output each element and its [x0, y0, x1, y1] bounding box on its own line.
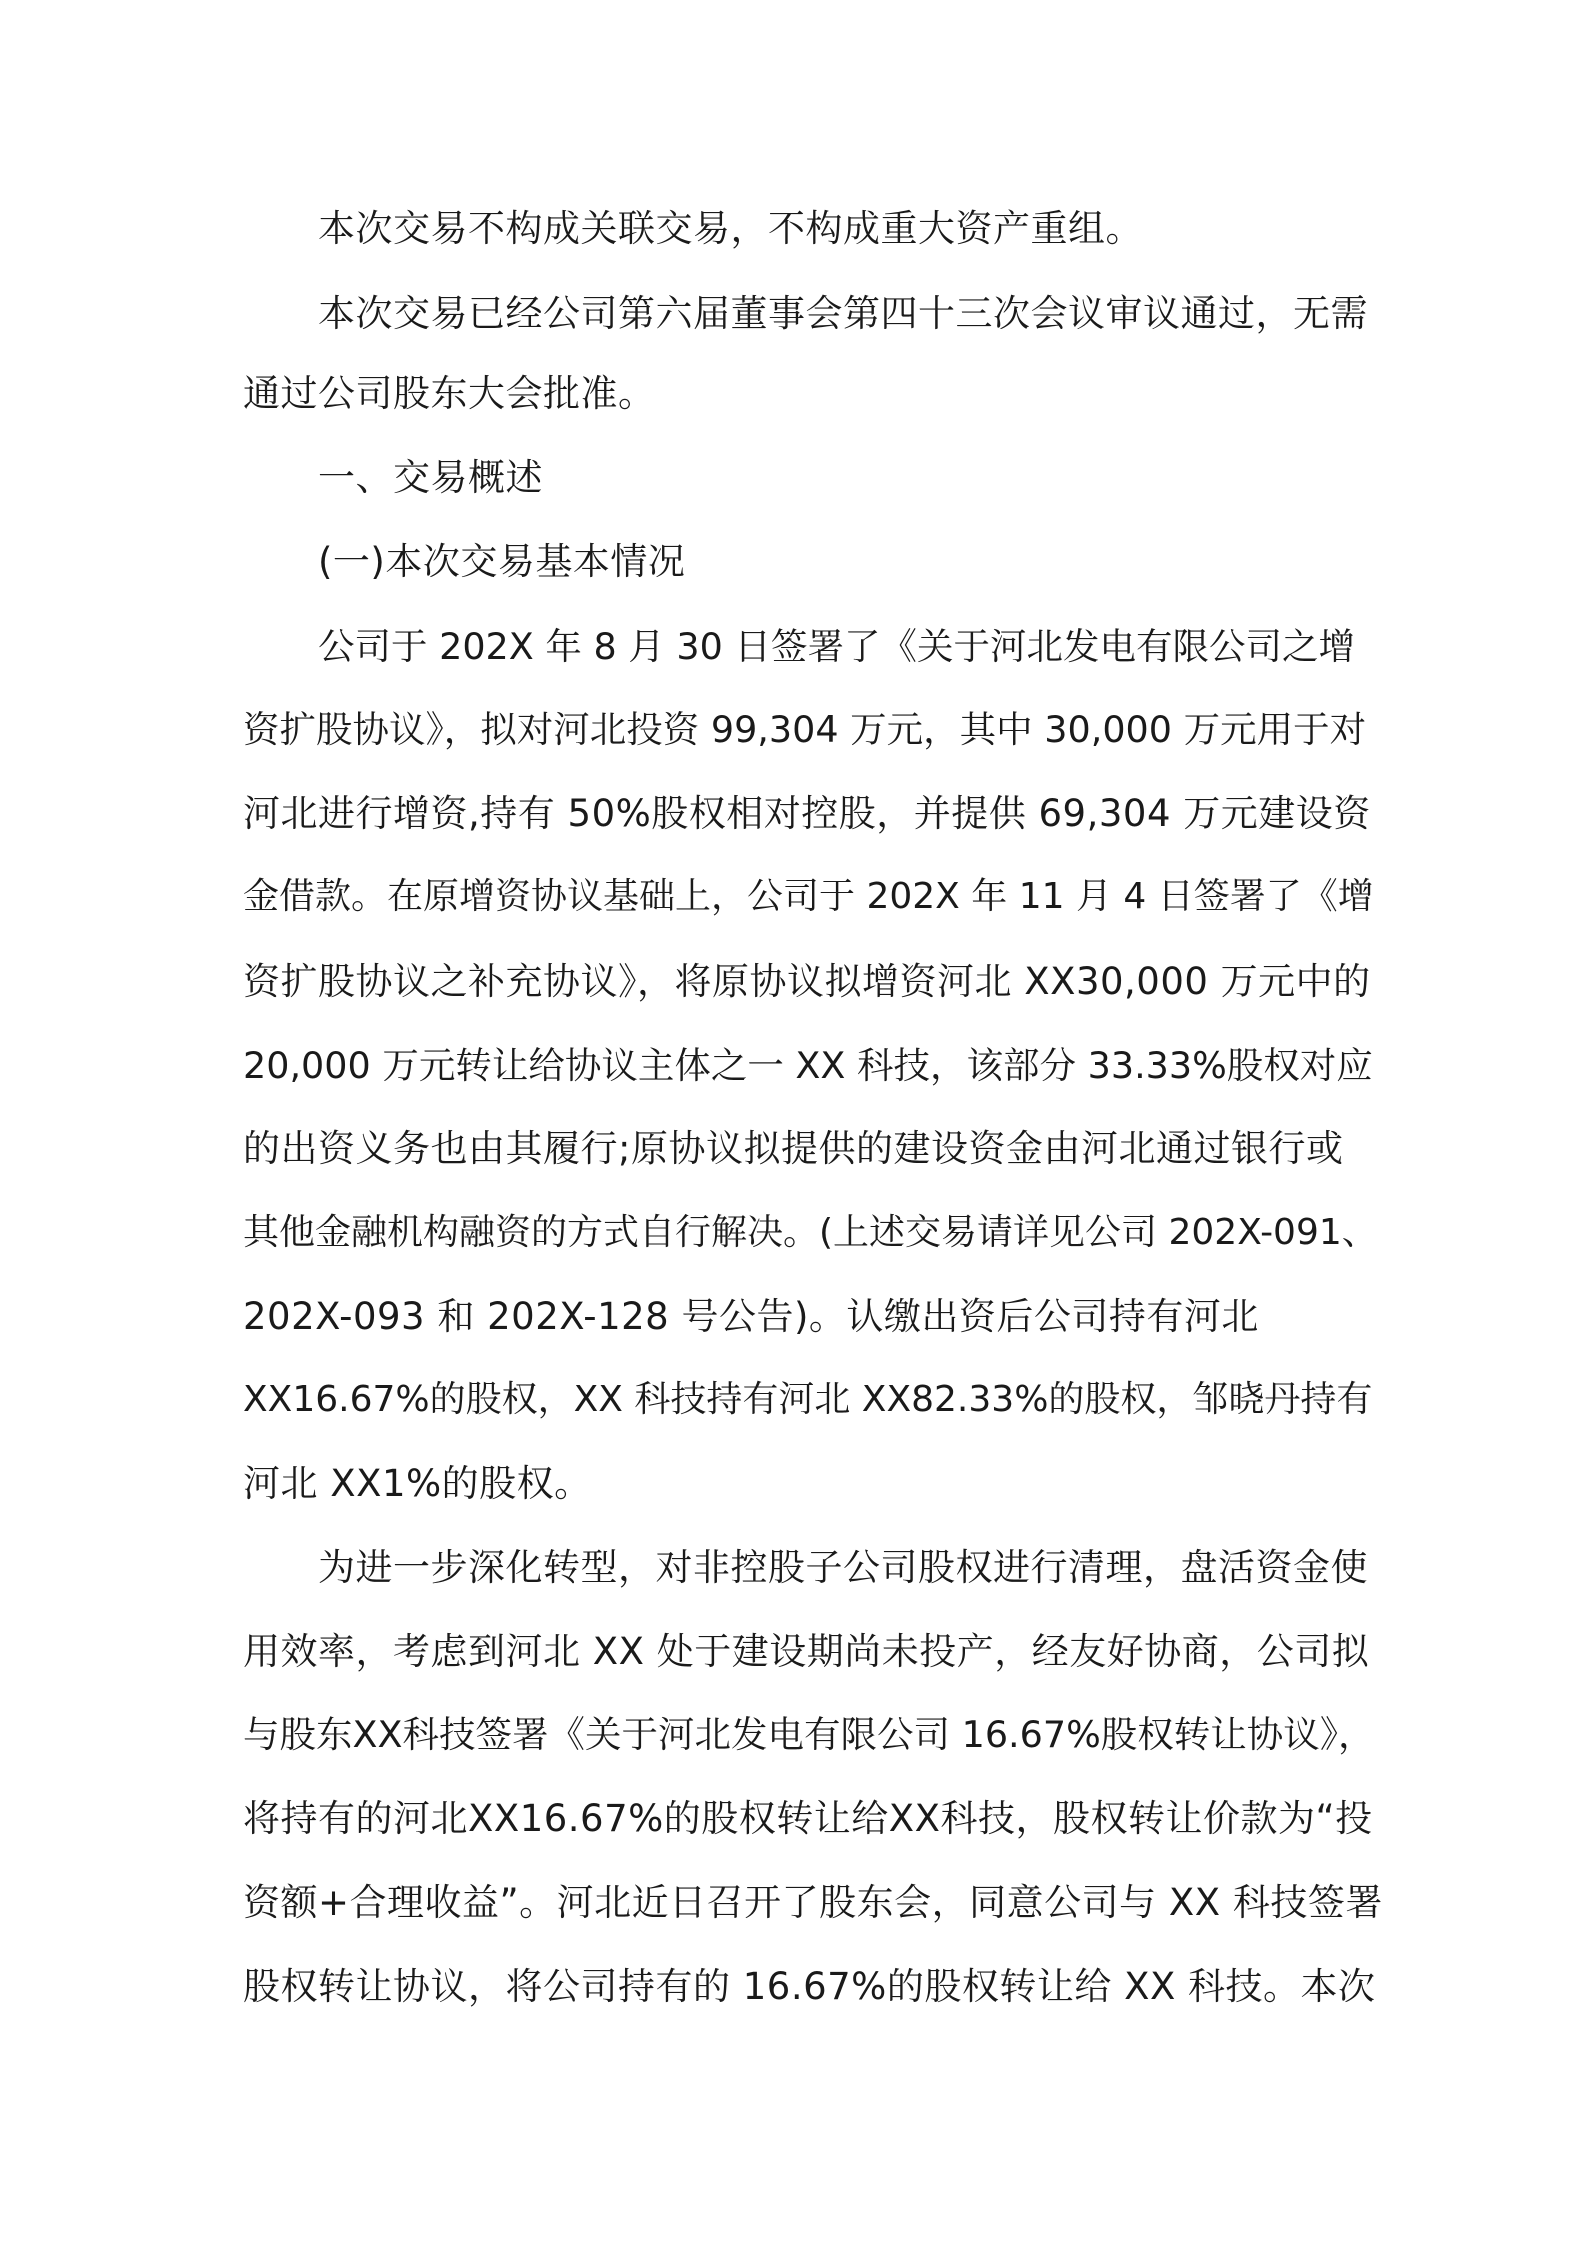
- text-line-15: XX16.67%的股权，XX 科技持有河北 XX82.33%的股权，邹晓丹持有: [243, 1379, 1373, 1420]
- text-line-7: 资扩股协议》，拟对河北投资 99,304 万元，其中 30,000 万元用于对: [243, 708, 1367, 751]
- text-line-2: 本次交易已经公司第六届董事会第四十三次会议审议通过，无需: [318, 292, 1368, 335]
- text-line-20: 将持有的河北XX16.67%的股权转让给XX科技，股权转让价款为“投: [243, 1797, 1373, 1840]
- text-line-12: 的出资义务也由其履行;原协议拟提供的建设资金由河北通过银行或: [243, 1127, 1344, 1170]
- text-line-11: 20,000 万元转让给协议主体之一 XX 科技，该部分 33.33%股权对应: [243, 1044, 1373, 1087]
- text-line-3: 通过公司股东大会批准。: [243, 372, 656, 415]
- text-line-8: 河北进行增资,持有 50%股权相对控股，并提供 69,304 万元建设资: [243, 792, 1371, 835]
- text-line-10: 资扩股协议之补充协议》，将原协议拟增资河北 XX30,000 万元中的: [243, 960, 1371, 1003]
- text-line-19: 与股东XX科技签署《关于河北发电有限公司 16.67%股权转让协议》，: [243, 1713, 1375, 1756]
- text-line-9: 金借款。在原增资协议基础上，公司于 202X 年 11 月 4 日签署了《增: [243, 876, 1374, 917]
- text-line-13: 其他金融机构融资的方式自行解决。(上述交易请详见公司 202X-091、: [243, 1212, 1378, 1253]
- text-line-6: 公司于 202X 年 8 月 30 日签署了《关于河北发电有限公司之增: [318, 625, 1355, 668]
- text-line-14: 202X-093 和 202X-128 号公告)。认缴出资后公司持有河北: [243, 1295, 1259, 1338]
- text-line-18: 用效率，考虑到河北 XX 处于建设期尚未投产，经友好协商，公司拟: [243, 1630, 1370, 1673]
- subsection-heading: (一)本次交易基本情况: [318, 540, 686, 583]
- text-line-1: 本次交易不构成关联交易，不构成重大资产重组。: [318, 207, 1143, 250]
- text-line-17: 为进一步深化转型，对非控股子公司股权进行清理，盘活资金使: [318, 1546, 1368, 1589]
- section-heading: 一、交易概述: [318, 456, 543, 499]
- text-line-16: 河北 XX1%的股权。: [243, 1462, 592, 1505]
- text-line-22: 股权转让协议，将公司持有的 16.67%的股权转让给 XX 科技。本次: [243, 1965, 1376, 2008]
- text-line-21: 资额+合理收益”。河北近日召开了股东会，同意公司与 XX 科技签署: [243, 1881, 1383, 1924]
